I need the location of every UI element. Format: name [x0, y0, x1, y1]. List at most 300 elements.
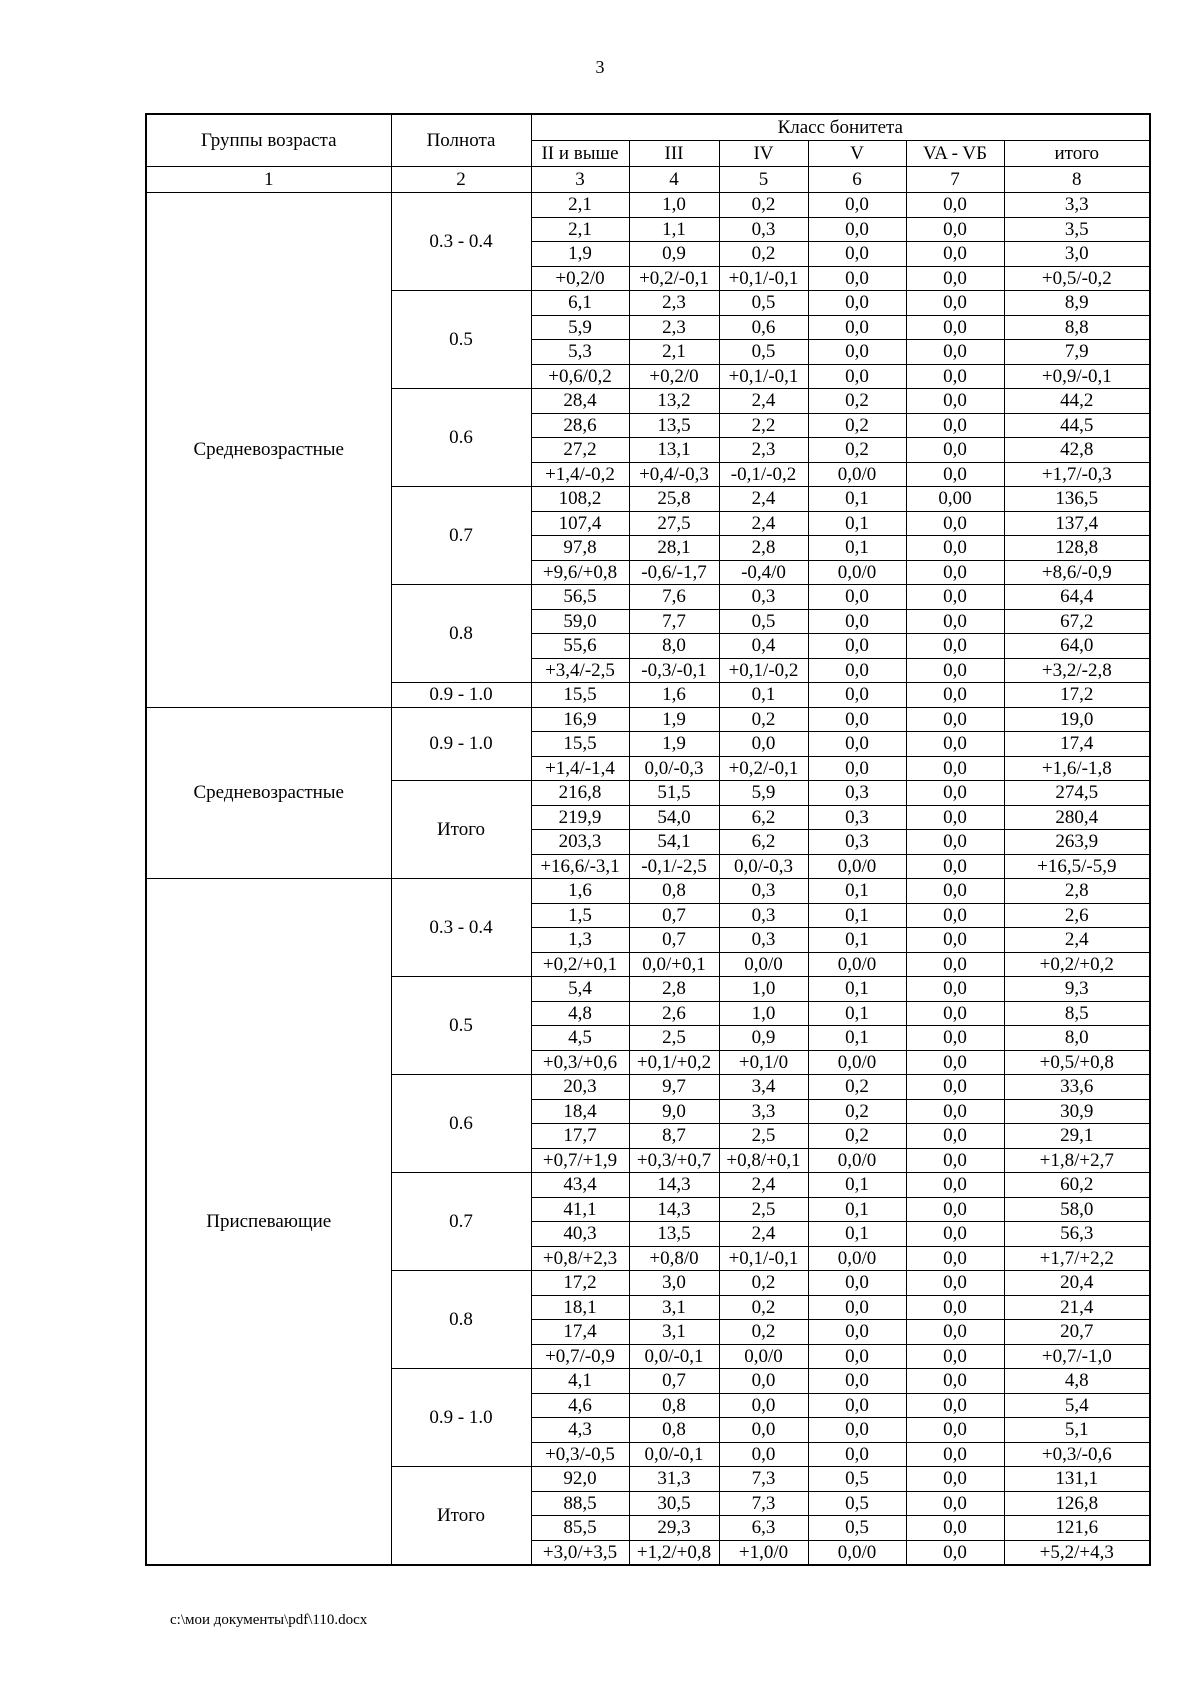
- value-cell: 0,0: [906, 879, 1004, 904]
- value-cell: 0,2: [719, 193, 808, 218]
- value-cell: 0,0: [906, 854, 1004, 879]
- age-group-cell: Приспевающие: [146, 879, 391, 1566]
- table-row: [146, 707, 1150, 732]
- value-cell: +16,5/-5,9: [1004, 854, 1150, 879]
- value-cell: 0,0: [808, 1393, 906, 1418]
- value-cell: 0,0: [906, 977, 1004, 1002]
- value-cell: 30,5: [629, 1491, 719, 1516]
- value-cell: 0,1: [808, 1001, 906, 1026]
- value-cell: 0,0: [808, 1295, 906, 1320]
- value-cell: +0,7/+1,9: [531, 1148, 629, 1173]
- value-cell: 7,3: [719, 1467, 808, 1492]
- value-cell: 0,1: [808, 977, 906, 1002]
- value-cell: 0,3: [808, 830, 906, 855]
- value-cell: 5,9: [531, 315, 629, 340]
- value-cell: 13,1: [629, 438, 719, 463]
- value-cell: 0,0: [906, 1467, 1004, 1492]
- value-cell: 28,1: [629, 536, 719, 561]
- value-cell: 0,1: [808, 879, 906, 904]
- value-cell: 13,5: [629, 413, 719, 438]
- value-cell: 0,0: [906, 1001, 1004, 1026]
- value-cell: +0,8/+2,3: [531, 1246, 629, 1271]
- value-cell: +0,3/+0,6: [531, 1050, 629, 1075]
- value-cell: +1,8/+2,7: [1004, 1148, 1150, 1173]
- value-cell: +0,6/0,2: [531, 364, 629, 389]
- value-cell: 4,8: [531, 1001, 629, 1026]
- value-cell: 0,2: [808, 413, 906, 438]
- value-cell: 8,5: [1004, 1001, 1150, 1026]
- value-cell: 2,6: [1004, 903, 1150, 928]
- value-cell: 2,4: [719, 511, 808, 536]
- value-cell: +0,5/+0,8: [1004, 1050, 1150, 1075]
- value-cell: 0,0: [808, 340, 906, 365]
- value-cell: 33,6: [1004, 1075, 1150, 1100]
- value-cell: 0,0: [906, 1173, 1004, 1198]
- value-cell: 0,0: [719, 1393, 808, 1418]
- value-cell: +1,6/-1,8: [1004, 756, 1150, 781]
- value-cell: 59,0: [531, 609, 629, 634]
- value-cell: 0,0: [906, 1026, 1004, 1051]
- value-cell: 0,2: [808, 438, 906, 463]
- value-cell: 6,2: [719, 805, 808, 830]
- value-cell: 2,5: [629, 1026, 719, 1051]
- value-cell: 20,4: [1004, 1271, 1150, 1296]
- value-cell: 2,4: [719, 487, 808, 512]
- value-cell: 0,0: [906, 438, 1004, 463]
- value-cell: 0,1: [808, 1026, 906, 1051]
- value-cell: +1,7/-0,3: [1004, 462, 1150, 487]
- value-cell: 60,2: [1004, 1173, 1150, 1198]
- value-cell: 0,0: [719, 1442, 808, 1467]
- value-cell: 0,1: [808, 487, 906, 512]
- value-cell: -0,1/-2,5: [629, 854, 719, 879]
- value-cell: +0,4/-0,3: [629, 462, 719, 487]
- header-site-class: Класс бонитета: [531, 114, 1150, 141]
- value-cell: 0,0: [906, 585, 1004, 610]
- value-cell: 263,9: [1004, 830, 1150, 855]
- value-cell: 27,5: [629, 511, 719, 536]
- footer-file-path: c:\мои документы\pdf\110.docx: [170, 1612, 368, 1628]
- value-cell: 13,2: [629, 389, 719, 414]
- value-cell: 28,4: [531, 389, 629, 414]
- value-cell: 9,3: [1004, 977, 1150, 1002]
- value-cell: 31,3: [629, 1467, 719, 1492]
- value-cell: 19,0: [1004, 707, 1150, 732]
- value-cell: +1,2/+0,8: [629, 1540, 719, 1565]
- value-cell: 7,3: [719, 1491, 808, 1516]
- header-class-5a-5b: VA - VБ: [906, 141, 1004, 167]
- value-cell: 21,4: [1004, 1295, 1150, 1320]
- value-cell: 29,1: [1004, 1124, 1150, 1149]
- value-cell: +9,6/+0,8: [531, 560, 629, 585]
- value-cell: 64,0: [1004, 634, 1150, 659]
- value-cell: 0,0: [808, 732, 906, 757]
- value-cell: 54,0: [629, 805, 719, 830]
- density-cell: 0.5: [391, 291, 531, 389]
- value-cell: 2,4: [719, 389, 808, 414]
- value-cell: +0,1/0: [719, 1050, 808, 1075]
- table-row: [146, 879, 1150, 904]
- value-cell: 0,0: [808, 1271, 906, 1296]
- value-cell: 137,4: [1004, 511, 1150, 536]
- value-cell: 0,2: [808, 1124, 906, 1149]
- value-cell: +0,8/0: [629, 1246, 719, 1271]
- value-cell: 0,0/0: [808, 952, 906, 977]
- value-cell: 0,0: [808, 683, 906, 708]
- value-cell: 6,1: [531, 291, 629, 316]
- value-cell: 0,2: [719, 707, 808, 732]
- value-cell: 0,0: [719, 1418, 808, 1443]
- value-cell: 0,0: [906, 732, 1004, 757]
- value-cell: 0,0: [906, 1197, 1004, 1222]
- value-cell: 6,3: [719, 1516, 808, 1541]
- value-cell: 5,1: [1004, 1418, 1150, 1443]
- value-cell: +0,1/-0,1: [719, 364, 808, 389]
- value-cell: 3,0: [1004, 242, 1150, 267]
- value-cell: 0,2: [808, 1075, 906, 1100]
- value-cell: 55,6: [531, 634, 629, 659]
- column-number: 7: [906, 167, 1004, 193]
- value-cell: 1,1: [629, 217, 719, 242]
- value-cell: +1,7/+2,2: [1004, 1246, 1150, 1271]
- value-cell: 121,6: [1004, 1516, 1150, 1541]
- age-group-cell: Средневозрастные: [146, 707, 391, 879]
- value-cell: 2,1: [531, 217, 629, 242]
- value-cell: 0,0: [906, 1540, 1004, 1565]
- value-cell: 0,0: [719, 732, 808, 757]
- value-cell: 0,0/0: [808, 1540, 906, 1565]
- value-cell: 8,9: [1004, 291, 1150, 316]
- value-cell: 5,3: [531, 340, 629, 365]
- value-cell: 0,0: [906, 413, 1004, 438]
- value-cell: +1,4/-0,2: [531, 462, 629, 487]
- header-class-3: III: [629, 141, 719, 167]
- value-cell: 0,0/0: [719, 1344, 808, 1369]
- value-cell: 3,3: [1004, 193, 1150, 218]
- value-cell: 1,0: [719, 1001, 808, 1026]
- value-cell: 0,0: [906, 536, 1004, 561]
- header-class-total: итого: [1004, 141, 1150, 167]
- density-cell: 0.3 - 0.4: [391, 879, 531, 977]
- value-cell: 0,5: [808, 1516, 906, 1541]
- value-cell: 5,4: [531, 977, 629, 1002]
- value-cell: 0,0: [906, 756, 1004, 781]
- value-cell: 6,2: [719, 830, 808, 855]
- value-cell: 2,3: [629, 315, 719, 340]
- value-cell: 0,2: [719, 242, 808, 267]
- value-cell: 0,8: [629, 1393, 719, 1418]
- value-cell: 2,4: [719, 1173, 808, 1198]
- value-cell: 131,1: [1004, 1467, 1150, 1492]
- density-cell: 0.5: [391, 977, 531, 1075]
- value-cell: 0,7: [629, 928, 719, 953]
- value-cell: 92,0: [531, 1467, 629, 1492]
- value-cell: 0,4: [719, 634, 808, 659]
- value-cell: 85,5: [531, 1516, 629, 1541]
- column-number: 6: [808, 167, 906, 193]
- data-table-container: [145, 113, 1149, 1566]
- value-cell: 107,4: [531, 511, 629, 536]
- value-cell: 0,0: [906, 1222, 1004, 1247]
- table-row: [146, 193, 1150, 218]
- value-cell: 274,5: [1004, 781, 1150, 806]
- value-cell: 0,0: [808, 291, 906, 316]
- value-cell: 2,5: [719, 1124, 808, 1149]
- value-cell: 0,0: [906, 1075, 1004, 1100]
- value-cell: 0,0/0: [808, 1050, 906, 1075]
- value-cell: 67,2: [1004, 609, 1150, 634]
- value-cell: +0,1/-0,1: [719, 1246, 808, 1271]
- column-number: 1: [146, 167, 391, 193]
- value-cell: 0,0: [906, 364, 1004, 389]
- value-cell: 1,9: [629, 732, 719, 757]
- value-cell: 1,5: [531, 903, 629, 928]
- header-class-5: V: [808, 141, 906, 167]
- value-cell: +0,9/-0,1: [1004, 364, 1150, 389]
- value-cell: 0,2: [719, 1295, 808, 1320]
- value-cell: 17,2: [1004, 683, 1150, 708]
- value-cell: 0,5: [808, 1491, 906, 1516]
- value-cell: 18,4: [531, 1099, 629, 1124]
- value-cell: 2,6: [629, 1001, 719, 1026]
- value-cell: 0,0: [808, 658, 906, 683]
- value-cell: 16,9: [531, 707, 629, 732]
- density-cell: 0.8: [391, 1271, 531, 1369]
- value-cell: 3,1: [629, 1295, 719, 1320]
- value-cell: 0,1: [808, 1173, 906, 1198]
- value-cell: 0,0: [906, 1050, 1004, 1075]
- value-cell: 0,3: [719, 217, 808, 242]
- value-cell: 1,0: [629, 193, 719, 218]
- value-cell: -0,4/0: [719, 560, 808, 585]
- value-cell: 0,6: [719, 315, 808, 340]
- value-cell: 8,8: [1004, 315, 1150, 340]
- value-cell: 1,9: [531, 242, 629, 267]
- value-cell: 0,5: [719, 291, 808, 316]
- value-cell: 0,0: [808, 1344, 906, 1369]
- value-cell: 0,0: [906, 805, 1004, 830]
- value-cell: 219,9: [531, 805, 629, 830]
- value-cell: 0,3: [719, 585, 808, 610]
- value-cell: 0,0: [906, 1124, 1004, 1149]
- value-cell: 1,0: [719, 977, 808, 1002]
- value-cell: 30,9: [1004, 1099, 1150, 1124]
- value-cell: 0,0: [906, 1320, 1004, 1345]
- value-cell: +16,6/-3,1: [531, 854, 629, 879]
- value-cell: 0,0: [906, 462, 1004, 487]
- value-cell: 0,0: [906, 217, 1004, 242]
- value-cell: 0,0/0: [808, 1148, 906, 1173]
- value-cell: 0,3: [719, 903, 808, 928]
- value-cell: 58,0: [1004, 1197, 1150, 1222]
- value-cell: 20,7: [1004, 1320, 1150, 1345]
- value-cell: 2,3: [629, 291, 719, 316]
- value-cell: 0,0: [808, 609, 906, 634]
- value-cell: +5,2/+4,3: [1004, 1540, 1150, 1565]
- value-cell: 0,0/0: [808, 462, 906, 487]
- value-cell: 1,6: [531, 879, 629, 904]
- value-cell: 0,3: [808, 781, 906, 806]
- value-cell: 0,1: [808, 1197, 906, 1222]
- value-cell: +0,1/-0,2: [719, 658, 808, 683]
- density-cell: 0.7: [391, 487, 531, 585]
- value-cell: 0,8: [629, 879, 719, 904]
- value-cell: 3,0: [629, 1271, 719, 1296]
- density-cell: 0.6: [391, 389, 531, 487]
- value-cell: 216,8: [531, 781, 629, 806]
- value-cell: 0,0: [906, 315, 1004, 340]
- value-cell: 0,8: [629, 1418, 719, 1443]
- value-cell: 0,0: [906, 781, 1004, 806]
- value-cell: 7,7: [629, 609, 719, 634]
- value-cell: 2,8: [719, 536, 808, 561]
- value-cell: +0,7/-1,0: [1004, 1344, 1150, 1369]
- value-cell: 1,3: [531, 928, 629, 953]
- table-body: [146, 193, 1150, 1566]
- value-cell: +3,2/-2,8: [1004, 658, 1150, 683]
- value-cell: 0,0: [808, 315, 906, 340]
- value-cell: 0,0: [906, 389, 1004, 414]
- value-cell: +0,2/+0,2: [1004, 952, 1150, 977]
- site-class-table: [145, 113, 1151, 1566]
- value-cell: 8,0: [1004, 1026, 1150, 1051]
- value-cell: 18,1: [531, 1295, 629, 1320]
- density-cell: Итого: [391, 1467, 531, 1566]
- value-cell: 0,2: [808, 1099, 906, 1124]
- value-cell: 0,0: [808, 1369, 906, 1394]
- density-cell: 0.9 - 1.0: [391, 707, 531, 781]
- value-cell: 7,6: [629, 585, 719, 610]
- value-cell: +0,2/0: [531, 266, 629, 291]
- value-cell: 0,0: [808, 634, 906, 659]
- value-cell: +1,0/0: [719, 1540, 808, 1565]
- value-cell: 2,1: [531, 193, 629, 218]
- value-cell: 3,1: [629, 1320, 719, 1345]
- value-cell: +3,0/+3,5: [531, 1540, 629, 1565]
- value-cell: +0,8/+0,1: [719, 1148, 808, 1173]
- value-cell: -0,3/-0,1: [629, 658, 719, 683]
- value-cell: 0,0: [906, 1393, 1004, 1418]
- value-cell: +0,3/-0,5: [531, 1442, 629, 1467]
- value-cell: 0,5: [719, 609, 808, 634]
- value-cell: 0,0: [906, 609, 1004, 634]
- value-cell: 5,4: [1004, 1393, 1150, 1418]
- value-cell: 44,5: [1004, 413, 1150, 438]
- column-number: 2: [391, 167, 531, 193]
- value-cell: 97,8: [531, 536, 629, 561]
- value-cell: 0,0: [808, 266, 906, 291]
- value-cell: 2,1: [629, 340, 719, 365]
- age-group-cell: Средневозрастные: [146, 193, 391, 708]
- value-cell: 0,0: [906, 658, 1004, 683]
- value-cell: +0,7/-0,9: [531, 1344, 629, 1369]
- value-cell: 0,5: [808, 1467, 906, 1492]
- value-cell: 0,0: [808, 364, 906, 389]
- value-cell: 0,0/-0,3: [629, 756, 719, 781]
- value-cell: 0,0: [808, 217, 906, 242]
- value-cell: 0,0: [906, 634, 1004, 659]
- density-cell: 0.3 - 0.4: [391, 193, 531, 291]
- value-cell: 7,9: [1004, 340, 1150, 365]
- value-cell: 0,0: [808, 585, 906, 610]
- value-cell: 4,8: [1004, 1369, 1150, 1394]
- value-cell: 0,0: [808, 1442, 906, 1467]
- value-cell: 56,5: [531, 585, 629, 610]
- value-cell: 0,0: [906, 340, 1004, 365]
- header-class-2-and-above: II и выше: [531, 141, 629, 167]
- value-cell: +0,2/-0,1: [719, 756, 808, 781]
- density-cell: 0.9 - 1.0: [391, 683, 531, 708]
- value-cell: 0,0: [906, 1418, 1004, 1443]
- value-cell: 280,4: [1004, 805, 1150, 830]
- value-cell: +8,6/-0,9: [1004, 560, 1150, 585]
- value-cell: 4,3: [531, 1418, 629, 1443]
- value-cell: 2,8: [1004, 879, 1150, 904]
- value-cell: 0,0/-0,3: [719, 854, 808, 879]
- value-cell: 0,0: [906, 511, 1004, 536]
- value-cell: 0,0: [719, 1369, 808, 1394]
- value-cell: 0,3: [719, 928, 808, 953]
- value-cell: 2,4: [1004, 928, 1150, 953]
- value-cell: 136,5: [1004, 487, 1150, 512]
- value-cell: 0,1: [719, 683, 808, 708]
- value-cell: 0,0: [906, 291, 1004, 316]
- value-cell: 8,0: [629, 634, 719, 659]
- value-cell: 0,0: [906, 1148, 1004, 1173]
- value-cell: 0,0: [906, 193, 1004, 218]
- value-cell: 4,1: [531, 1369, 629, 1394]
- value-cell: 0,0: [906, 1442, 1004, 1467]
- value-cell: 2,5: [719, 1197, 808, 1222]
- header-class-4: IV: [719, 141, 808, 167]
- value-cell: 3,4: [719, 1075, 808, 1100]
- value-cell: 9,0: [629, 1099, 719, 1124]
- density-cell: 0.6: [391, 1075, 531, 1173]
- value-cell: +0,2/-0,1: [629, 266, 719, 291]
- value-cell: 0,0/+0,1: [629, 952, 719, 977]
- column-number: 5: [719, 167, 808, 193]
- value-cell: 8,7: [629, 1124, 719, 1149]
- value-cell: 1,9: [629, 707, 719, 732]
- value-cell: 0,0: [808, 193, 906, 218]
- value-cell: 4,5: [531, 1026, 629, 1051]
- value-cell: 0,0: [906, 1516, 1004, 1541]
- value-cell: +0,5/-0,2: [1004, 266, 1150, 291]
- value-cell: 27,2: [531, 438, 629, 463]
- value-cell: 0,00: [906, 487, 1004, 512]
- value-cell: 0,0: [906, 1271, 1004, 1296]
- value-cell: 41,1: [531, 1197, 629, 1222]
- value-cell: 0,0: [906, 1491, 1004, 1516]
- value-cell: 2,8: [629, 977, 719, 1002]
- value-cell: +0,3/-0,6: [1004, 1442, 1150, 1467]
- value-cell: 64,4: [1004, 585, 1150, 610]
- value-cell: 17,2: [531, 1271, 629, 1296]
- value-cell: 0,0: [906, 903, 1004, 928]
- value-cell: 15,5: [531, 683, 629, 708]
- value-cell: +1,4/-1,4: [531, 756, 629, 781]
- value-cell: 0,0/0: [808, 854, 906, 879]
- value-cell: 0,1: [808, 511, 906, 536]
- value-cell: 20,3: [531, 1075, 629, 1100]
- column-number: 8: [1004, 167, 1150, 193]
- value-cell: 0,3: [808, 805, 906, 830]
- value-cell: 0,2: [719, 1271, 808, 1296]
- value-cell: 0,2: [808, 389, 906, 414]
- value-cell: 2,4: [719, 1222, 808, 1247]
- header-density: Полнота: [391, 114, 531, 167]
- value-cell: 0,0: [808, 756, 906, 781]
